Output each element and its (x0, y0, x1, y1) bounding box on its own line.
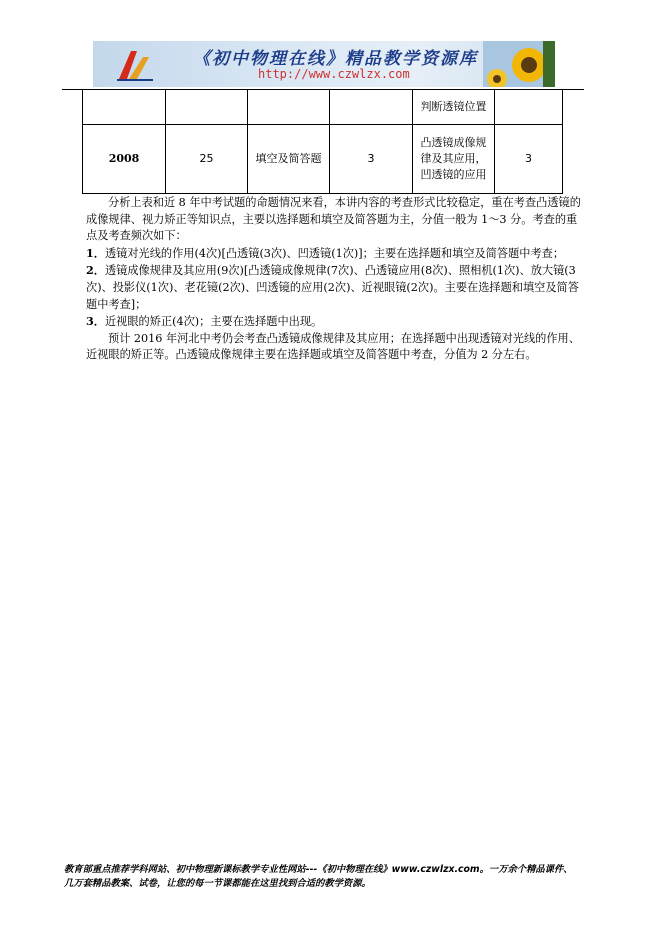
banner-url[interactable]: http://www.czwlzx.com (258, 67, 410, 81)
item-text: 透镜成像规律及其应用(9次)[凸透镜成像规律(7次)、凸透镜应用(8次)、照相机(1次)、放大镜(3次)、投影仪(1次)、老花镜(2次)、凹透镜的应用(2次)、近视眼镜(2次)。主要在选择题和填空及简答题中考查]； (86, 264, 579, 311)
analysis-intro: 分析上表和近 8 年中考试题的命题情况来看，本讲内容的考查形式比较稳定，重在考查凸透镜的成像规律、视力矫正等知识点，主要以选择题和填空及简答题为主，分值一般为 1～3 分。考查的重点及考查频次如下： (86, 196, 581, 243)
table-cell (495, 90, 563, 125)
item-text: 透镜对光线的作用(4次)[凸透镜(3次)、凹透镜(1次)]；主要在选择题和填空及简答题中考查； (104, 246, 565, 260)
table-cell (83, 90, 166, 125)
table-cell: 凸透镜成像规律及其应用，凹透镜的应用 (413, 125, 495, 194)
page-footer (64, 863, 604, 891)
analysis-forecast: 预计 2016 年河北中考仍会考查凸透镜成像规律及其应用；在选择题中出现透镜对光线的作用、近视眼的矫正等。凸透镜成像规律主要在选择题或填空及简答题中考查，分值为 2 分左右。 (86, 331, 580, 362)
footer-line: 教育部重点推荐学科网站、初中物理新课标教学专业性网站---《初中物理在线》www.czwlzx.com。一万余个精品课件、 (64, 864, 573, 875)
table-cell-year: 2008 (83, 125, 166, 194)
banner-title: 《初中物理在线》精品教学资源库 (193, 49, 478, 69)
table-cell: 3 (330, 125, 413, 194)
item-number: 2． (86, 263, 105, 278)
table-cell (248, 90, 330, 125)
table-cell: 25 (166, 125, 248, 194)
site-logo-icon (115, 47, 155, 83)
analysis-text (86, 195, 586, 364)
table-row (83, 125, 563, 194)
table-cell (166, 90, 248, 125)
table-cell: 3 (495, 125, 563, 194)
exam-table (82, 89, 563, 194)
list-item (86, 245, 586, 263)
footer-line: 几万套精品教案、试卷，让您的每一节课都能在这里找到合适的教学资源。 (64, 878, 371, 889)
item-number: 3． (86, 314, 105, 329)
table-cell: 填空及简答题 (248, 125, 330, 194)
table-cell (330, 90, 413, 125)
table-row (83, 90, 563, 125)
item-number: 1． (86, 245, 105, 260)
list-item (86, 313, 586, 331)
site-banner (93, 41, 555, 87)
sunflower-icon (483, 41, 555, 87)
list-item (86, 262, 586, 313)
table-cell: 判断透镜位置 (413, 90, 495, 125)
item-text: 近视眼的矫正(4次)；主要在选择题中出现。 (104, 315, 323, 329)
